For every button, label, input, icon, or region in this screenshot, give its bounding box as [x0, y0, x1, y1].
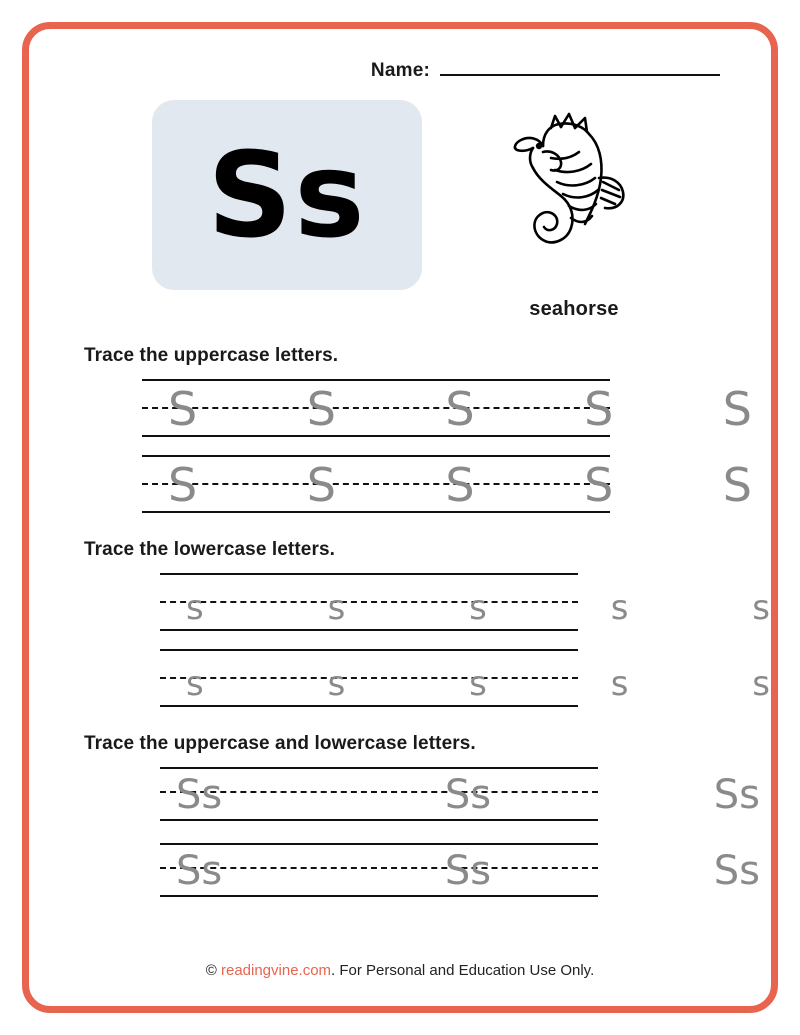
- trace-char: S: [168, 458, 198, 512]
- rule-group-lowercase: [142, 573, 770, 711]
- seahorse-icon: [499, 100, 649, 290]
- trace-char: s: [469, 664, 487, 704]
- letter-display-box: [152, 100, 422, 290]
- trace-char: S: [445, 458, 475, 512]
- trace-row[interactable]: [142, 767, 760, 829]
- trace-char: S: [722, 458, 752, 512]
- trace-char: S: [584, 382, 614, 436]
- name-input-line[interactable]: [440, 56, 720, 76]
- section-uppercase: [74, 345, 752, 517]
- section-lowercase: [74, 539, 770, 711]
- site-link[interactable]: readingvine.com: [220, 962, 332, 979]
- trace-row[interactable]: [142, 843, 760, 905]
- trace-char: s: [327, 664, 346, 704]
- trace-char: s: [610, 588, 629, 628]
- trace-char: Ss: [713, 772, 760, 818]
- trace-char: S: [306, 458, 336, 512]
- trace-char: s: [752, 588, 770, 628]
- rule-group-both: [142, 767, 760, 905]
- trace-char: Ss: [176, 772, 223, 818]
- trace-char: Ss: [176, 848, 223, 894]
- rule-group-uppercase: [142, 379, 752, 517]
- trace-char: Ss: [444, 772, 492, 818]
- name-label: Name:: [370, 60, 430, 81]
- trace-row[interactable]: [142, 455, 752, 517]
- trace-row[interactable]: [142, 649, 770, 711]
- trace-char: S: [722, 382, 752, 436]
- instruction-uppercase: Trace the uppercase letters.: [84, 345, 339, 366]
- copyright-symbol: ©: [205, 962, 217, 979]
- instruction-both: Trace the uppercase and lowercase letters.: [84, 733, 476, 754]
- trace-char: s: [186, 588, 204, 628]
- trace-char: s: [752, 664, 770, 704]
- trace-char: s: [186, 664, 204, 704]
- trace-row[interactable]: [142, 379, 752, 441]
- picture-block: [484, 100, 664, 321]
- trace-char: S: [306, 382, 336, 436]
- name-row: [74, 56, 726, 82]
- trace-char: S: [584, 458, 614, 512]
- trace-row[interactable]: [142, 573, 770, 635]
- letter-display-text: Ss: [207, 126, 367, 264]
- trace-char: Ss: [444, 848, 492, 894]
- picture-caption: seahorse: [529, 298, 619, 320]
- hero-section: [74, 100, 726, 321]
- trace-char: Ss: [713, 848, 760, 894]
- trace-char: s: [469, 588, 487, 628]
- footer-text: . For Personal and Education Use Only.: [331, 962, 595, 979]
- section-both: [74, 733, 760, 905]
- footer: [22, 962, 778, 979]
- trace-char: S: [445, 382, 475, 436]
- trace-char: s: [327, 588, 346, 628]
- instruction-lowercase: Trace the lowercase letters.: [84, 539, 335, 560]
- trace-char: S: [168, 382, 198, 436]
- worksheet-content: [22, 22, 778, 1013]
- trace-char: s: [610, 664, 629, 704]
